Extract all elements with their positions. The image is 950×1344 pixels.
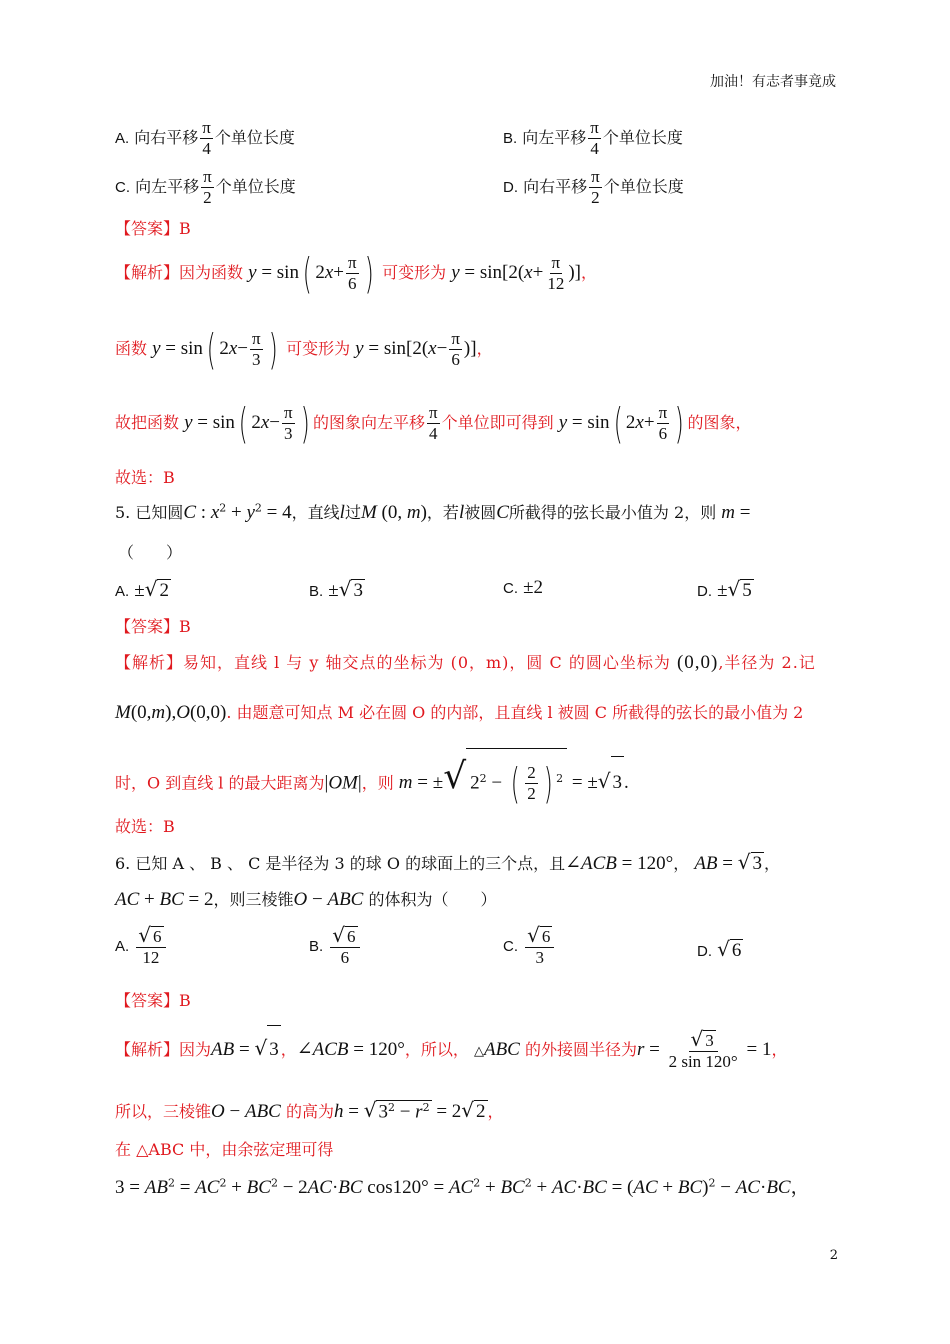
q4-conclusion: 故选：B xyxy=(115,468,175,487)
option-text: 个单位长度 xyxy=(603,177,684,196)
q5-option-c[interactable]: C. ±2 xyxy=(503,577,544,598)
q5-blank: （ ） xyxy=(118,543,183,562)
fraction: $\frac{\pi}{4}$ xyxy=(590,118,599,158)
q4-analysis-line1: 【解析】因为函数 y = sin( 2x+ $\frac{\pi}{6}$ ) 可变形为 y = sin[2(x+ $\frac{\pi}{12}$ )]， xyxy=(115,248,597,298)
q6-option-b[interactable]: B. $\frac{√ 6}{6}$ xyxy=(309,925,362,968)
q5-analysis-line3: 时，O 到直线 l 的最大距离为|OM|，则 m = ±√ $2^2$ − ( $\frac{2}{2}$ ) $^2$ = ±√ 3 . xyxy=(115,748,629,813)
page-number: 2 xyxy=(829,1248,838,1263)
q5-analysis-line2: M(0,m),O(0,0). 由题意可知点 M 必在圆 O 的内部，且直线 l 被圆 C 所截得的弦长的最小值为 2 xyxy=(115,702,804,723)
q5-option-b[interactable]: B. ±√ 3 xyxy=(309,577,363,601)
option-text: 个单位长度 xyxy=(215,177,296,196)
q5-analysis-line1: 【解析】易知，直线 l 与 y 轴交点的坐标为 (0，m)，圆 C 的圆心坐标为 (0,0),半径为 2.记 xyxy=(115,652,816,673)
q4-option-b[interactable] xyxy=(503,118,683,159)
q4-analysis-line3: 故把函数 y = sin( 2x− $\frac{\pi}{3}$ ) 的图象向左平移 $\frac{\pi}{4}$ 个单位即可得到 y = sin( 2x+ $\frac{\pi}{6}$ ) 的图象， xyxy=(115,398,752,448)
fraction: $\frac{\pi}{2}$ xyxy=(591,167,600,207)
q6-answer: 【答案】B xyxy=(115,991,191,1010)
q6-stem-line1: 6. 已知 A 、 B 、 C 是半径为 3 的球 O 的球面上的三个点，且∠ACB = 120°， AB = √ 3 ， xyxy=(115,850,781,874)
q6-option-c[interactable]: C. $\frac{√ 6}{3}$ xyxy=(503,925,556,968)
q6-analysis-line1: 【解析】因为AB = √ 3 ，∠ACB = 120°，所以， △ABC 的外接圆半径为r = $\frac{√ 3}{2 \sin 120^\circ}$ = 1， xyxy=(115,1024,787,1075)
option-letter: C. xyxy=(115,179,130,196)
q5-answer: 【答案】B xyxy=(115,617,191,636)
q4-analysis-line2: 函数 y = sin( 2x− $\frac{\pi}{3}$ ) 可变形为 y = sin[2(x− $\frac{\pi}{6}$ )]， xyxy=(115,324,493,374)
q6-analysis-line3: 在 △ABC 中，由余弦定理可得 xyxy=(115,1140,334,1159)
option-text: 向右平移 xyxy=(134,128,199,147)
q6-option-a[interactable]: A. $\frac{√ 6}{12}$ xyxy=(115,925,168,968)
q6-stem-line2: AC + BC = 2，则三棱锥O − ABC 的体积为（ ） xyxy=(115,889,497,910)
option-text: 个单位长度 xyxy=(602,128,683,147)
option-letter: A. xyxy=(115,130,130,147)
fraction: $\frac{\pi}{4}$ xyxy=(202,118,211,158)
q6-option-d[interactable]: D. √ 6 xyxy=(697,937,742,961)
q6-analysis-line2: 所以，三棱锥O − ABC 的高为h = √ $3^2 - r^2 = 2√$ 2 ， xyxy=(115,1098,504,1122)
option-text: 向左平移 xyxy=(522,128,587,147)
q5-option-d[interactable]: D. ±√ 5 xyxy=(697,577,752,601)
q5-stem: 5. 已知圆C : $x^2 + y^2 = 4$，直线l过M (0, m)，若l被圆C所截得的弦长最小值为 2，则 m = xyxy=(115,501,751,523)
header-motto: 加油！有志者事竟成 xyxy=(710,74,836,90)
q4-answer: 【答案】B xyxy=(115,219,191,238)
q4-option-d[interactable] xyxy=(503,167,684,208)
q4-option-a[interactable] xyxy=(115,118,295,159)
q5-conclusion: 故选：B xyxy=(115,817,175,836)
option-letter: B. xyxy=(503,130,518,147)
q5-option-a[interactable]: A. ±√ 2 xyxy=(115,577,169,601)
option-text: 向左平移 xyxy=(135,177,200,196)
option-text: 向右平移 xyxy=(523,177,588,196)
q6-analysis-line4: $3 = AB^2 = AC^2 + BC^2 - 2AC\cdot BC$ $\cos 120^\circ = AC^2 + BC^2 + AC\cdot BC = (AC + BC)^2 - AC\cdot BC$， xyxy=(115,1176,810,1198)
option-text: 个单位长度 xyxy=(214,128,295,147)
fraction: $\frac{\pi}{2}$ xyxy=(203,167,212,207)
q4-option-c[interactable] xyxy=(115,167,296,208)
option-letter: D. xyxy=(503,179,518,196)
